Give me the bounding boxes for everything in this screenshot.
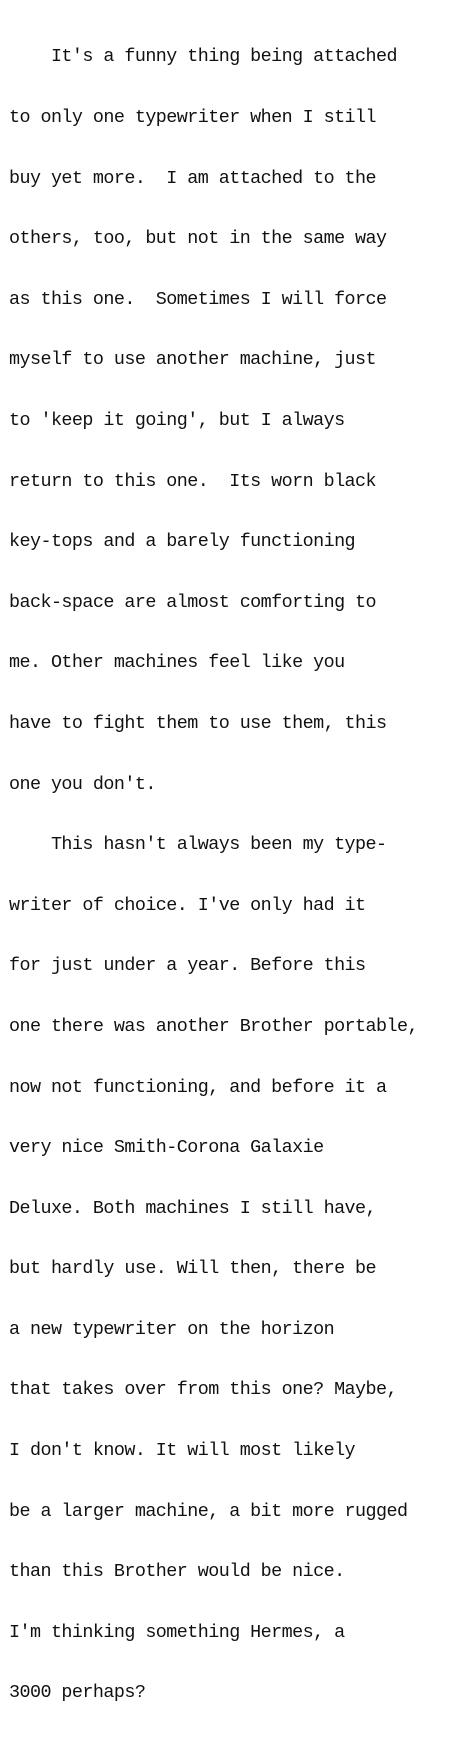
text-line: me. Other machines feel like you bbox=[9, 652, 345, 674]
text-line: have to fight them to use them, this bbox=[9, 712, 387, 734]
text-line: a new typewriter on the horizon bbox=[9, 1318, 335, 1340]
text-line: return to this one. Its worn black bbox=[9, 470, 377, 492]
text-line: to only one typewriter when I still bbox=[9, 107, 377, 128]
typewritten-text bbox=[9, 7, 418, 1744]
text-line: very nice Smith-Corona Galaxie bbox=[9, 1137, 324, 1159]
text-line: I'm thinking something Hermes, a bbox=[9, 1621, 345, 1643]
text-line: writer of choice. I've only had it bbox=[9, 894, 366, 916]
text-line: This hasn't always been my type- bbox=[9, 834, 387, 856]
text-line: that takes over from this one? Maybe, bbox=[9, 1379, 397, 1401]
text-line: others, too, but not in the same way bbox=[9, 228, 387, 250]
text-line: one there was another Brother portable, bbox=[9, 1015, 418, 1037]
text-line: It's a funny thing being attached bbox=[9, 46, 397, 68]
text-line: now not functioning, and before it a bbox=[9, 1076, 387, 1098]
text-line: one you don't. bbox=[9, 773, 156, 795]
text-line: than this Brother would be nice. bbox=[9, 1561, 345, 1583]
text-line: back-space are almost comforting to bbox=[9, 591, 377, 613]
text-line: 3000 perhaps? bbox=[9, 1682, 146, 1704]
text-line: as this one. Sometimes I will force bbox=[9, 288, 387, 310]
text-line: myself to use another machine, just bbox=[9, 349, 377, 371]
text-line: to 'keep it going', but I always bbox=[9, 409, 345, 431]
text-line: be a larger machine, a bit more rugged bbox=[9, 1500, 408, 1522]
text-line: I don't know. It will most likely bbox=[9, 1440, 356, 1462]
text-line: for just under a year. Before this bbox=[9, 955, 366, 977]
text-line: Deluxe. Both machines I still have, bbox=[9, 1197, 377, 1219]
text-line: but hardly use. Will then, there be bbox=[9, 1258, 377, 1280]
text-line: key-tops and a barely functioning bbox=[9, 531, 356, 553]
text-line: buy yet more. I am attached to the bbox=[9, 167, 377, 189]
